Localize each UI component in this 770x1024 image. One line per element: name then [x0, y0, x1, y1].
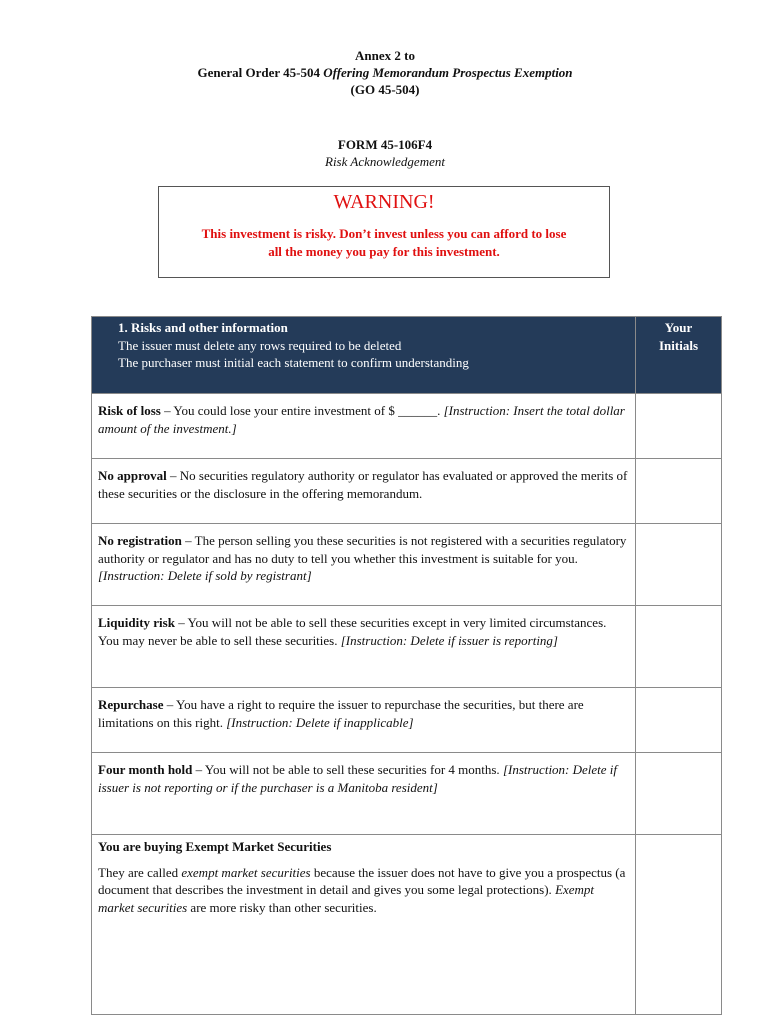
risk-acknowledgement-table — [91, 316, 722, 1015]
initials-header-line-2: Initials — [658, 337, 698, 353]
exempt-italic-2: Exempt market securities — [98, 882, 595, 915]
table-row — [92, 459, 722, 524]
risk-label: Risk of loss — [98, 403, 161, 418]
risk-statement-cell — [92, 524, 636, 606]
risk-instruction: [Instruction: Delete if sold by registrant] — [98, 568, 312, 583]
exempt-italic-1: exempt market securities — [181, 864, 311, 880]
initials-header-line-1: Your — [664, 320, 693, 335]
initials-field[interactable] — [636, 394, 722, 459]
exempt-text-3: are more risky than other securities. — [187, 899, 377, 915]
general-order-title: Offering Memorandum Prospectus Exemption — [323, 65, 573, 80]
risks-header-line-3: The purchaser must initial each statement to confirm understanding — [118, 355, 469, 370]
risk-label: Repurchase — [98, 697, 164, 712]
initials-field[interactable] — [636, 606, 722, 688]
initials-field[interactable] — [636, 753, 722, 835]
risk-text: – You have a right to require the issuer to repurchase the securities, but there are limitations on this right. — [98, 697, 584, 730]
initials-field[interactable] — [636, 688, 722, 753]
table-row — [92, 606, 722, 688]
initials-header-cell — [636, 317, 722, 394]
risks-header-line-2: The issuer must delete any rows required to be deleted — [118, 337, 402, 353]
exempt-text-2: because the issuer does not have to give you a prospectus (a document that describes the investment in detail and gives you some legal protections). — [98, 864, 626, 897]
warning-text — [159, 225, 609, 261]
risk-text: – No securities regulatory authority or regulator has evaluated or approved the merits of these securities or the disclosure in the offering memorandum. — [98, 468, 628, 501]
warning-title: WARNING! — [333, 191, 435, 213]
general-order-line — [0, 64, 770, 81]
exempt-market-cell — [92, 835, 636, 1015]
risk-statement-cell — [92, 753, 636, 835]
exempt-market-paragraph — [98, 864, 629, 917]
risk-statement-cell — [92, 394, 636, 459]
go-number-line: (GO 45-504) — [350, 82, 420, 97]
warning-box — [158, 186, 610, 278]
risk-text: – You could lose your entire investment of $ ______. — [160, 403, 444, 418]
exempt-market-row — [92, 835, 722, 1015]
table-row — [92, 753, 722, 835]
risk-label: No approval — [98, 468, 167, 483]
risk-label: No registration — [98, 533, 182, 548]
risk-instruction: [Instruction: Delete if inapplicable] — [226, 714, 414, 730]
risk-statement-cell — [92, 688, 636, 753]
risks-header-cell — [92, 317, 636, 394]
risk-instruction: [Instruction: Delete if issuer is reporting] — [340, 632, 558, 648]
warning-line-1: This investment is risky. Don’t invest unless you can afford to lose — [201, 226, 567, 241]
initials-field[interactable] — [636, 524, 722, 606]
warning-line-2: all the money you pay for this investment. — [268, 244, 500, 259]
form-title-block — [0, 136, 770, 170]
table-row — [92, 394, 722, 459]
risk-label: Liquidity risk — [98, 615, 175, 630]
form-subtitle: Risk Acknowledgement — [325, 154, 445, 169]
general-order-prefix: General Order 45-504 — [197, 65, 324, 80]
risk-instruction: [Instruction: Insert the total dollar amount of the investment.] — [98, 403, 625, 436]
risk-text: – The person selling you these securities is not registered with a securities regulatory authority or regulator and has no duty to tell you whether this investment is suitable for you. — [98, 533, 627, 566]
risk-statement-cell — [92, 606, 636, 688]
risk-instruction: [Instruction: Delete if issuer is not reporting or if the purchaser is a Manitoba resident] — [98, 762, 618, 795]
document-header — [0, 47, 770, 98]
initials-empty-cell — [636, 835, 722, 1015]
risk-text: – You will not be able to sell these securities except in very limited circumstances. You may never be able to sell these securities. — [98, 615, 607, 648]
risk-label: Four month hold — [98, 762, 193, 777]
annex-line: Annex 2 to — [355, 48, 415, 63]
risk-text: – You will not be able to sell these securities for 4 months. — [192, 762, 503, 777]
initials-field[interactable] — [636, 459, 722, 524]
exempt-text-1: They are called — [98, 864, 182, 880]
table-row — [92, 688, 722, 753]
table-row — [92, 524, 722, 606]
table-header-row — [92, 317, 722, 394]
risks-header-title: 1. Risks and other information — [118, 320, 288, 335]
risk-statement-cell — [92, 459, 636, 524]
form-number: FORM 45-106F4 — [337, 137, 433, 152]
exempt-market-title: You are buying Exempt Market Securities — [98, 839, 332, 854]
